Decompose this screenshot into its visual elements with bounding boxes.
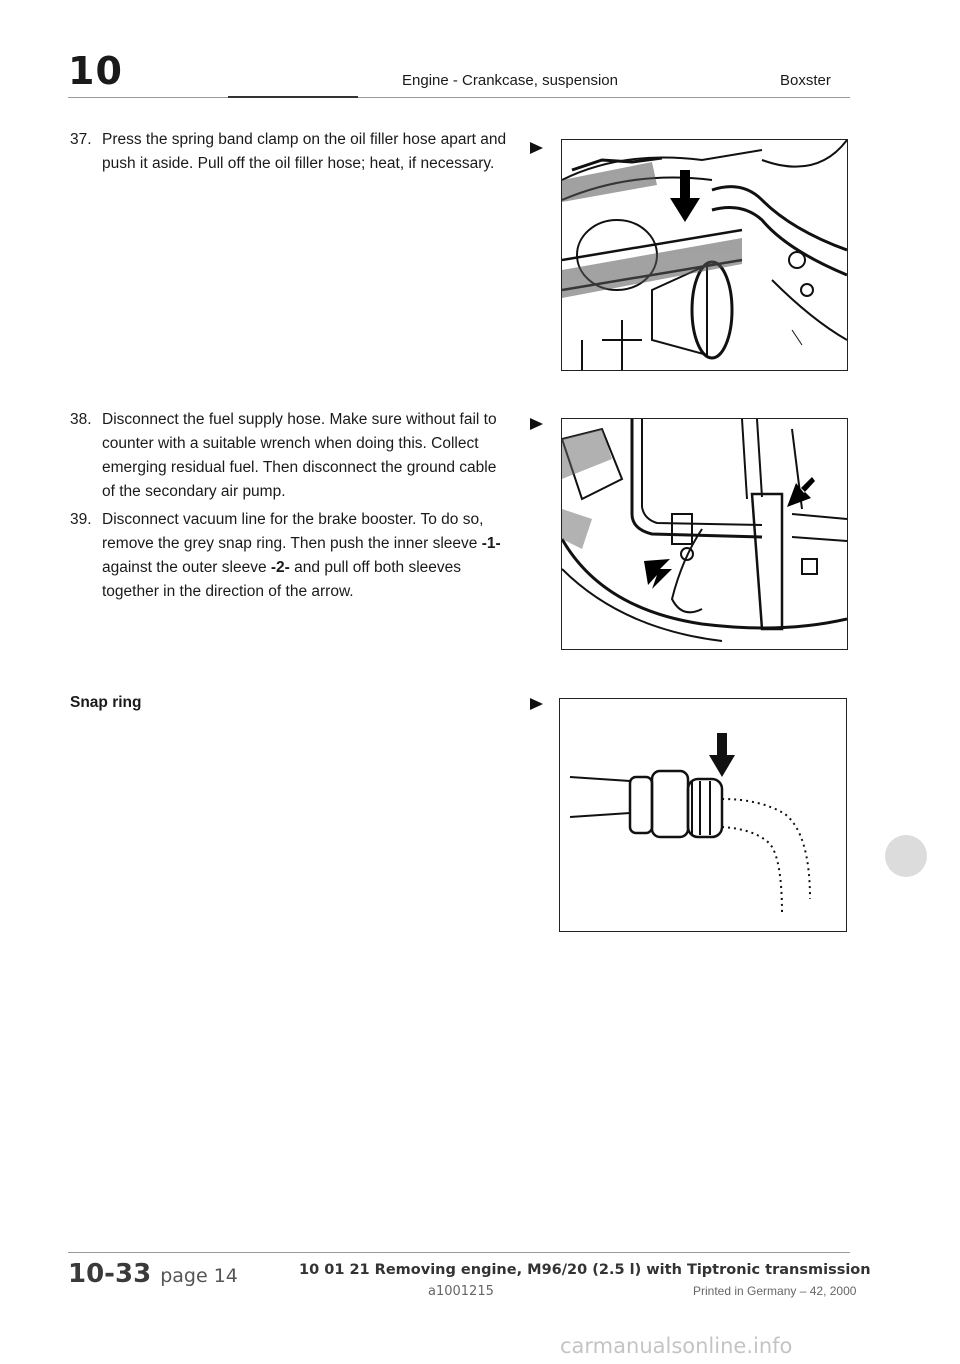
caption-snap-ring: Snap ring [70,694,142,711]
footer-doc-code: a1001215 [428,1284,494,1299]
step-text [102,508,510,604]
oil-filler-hose-illustration [561,139,848,371]
snap-ring-drawing [560,699,846,931]
step-text-part: Disconnect vacuum line for the brake booster. To do so, remove the grey snap ring. Then push the inner sleeve [102,511,484,552]
pointer-triangle-icon [530,142,543,154]
step-text-part: against the outer sleeve [102,559,271,576]
down-arrow-icon [709,733,735,777]
pointer-triangle-icon [530,418,543,430]
footer-printed: Printed in Germany – 42, 2000 [693,1284,857,1298]
arrow-2-icon [644,559,672,589]
page-number: 10-33 [68,1259,152,1289]
outer-sleeve-ref: -2- [270,559,290,576]
header-model: Boxster [780,72,831,89]
step-number: 38. [70,411,92,428]
step-38 [70,408,510,504]
step-number: 39. [70,511,92,528]
step-39 [70,508,510,604]
step-text-part: Disconnect the fuel supply hose. Make sure without fail to counter with a suitable wrench when doing this. Collect emerging residual fuel. Then disconnect the ground cable of the secondary air pump. [102,411,497,500]
step-text-part: and pull off both sleeves together in the direction of the arrow. [102,559,462,600]
snap-ring-illustration [559,698,847,932]
step-number: 37. [70,131,92,148]
page-marker-dot [885,835,927,877]
step-text [102,128,510,176]
pointer-triangle-icon [530,698,543,710]
inner-sleeve-ref: -1- [481,535,501,552]
oil-filler-hose-drawing [562,140,847,370]
watermark: carmanualsonline.info [560,1334,793,1358]
fuel-hose-brake-line-illustration [561,418,848,650]
fuel-hose-drawing [562,419,847,649]
footer-rule [68,1252,850,1253]
step-37 [70,128,510,176]
step-text [102,408,510,504]
header-rule-accent [228,96,358,98]
page-word: page 14 [160,1265,238,1287]
footer-page-number [68,1259,238,1289]
step-text-part: Press the spring band clamp on the oil filler hose apart and push it aside. Pull off the oil filler hose; heat, if necessary. [102,131,507,172]
header-title: Engine - Crankcase, suspension [402,72,618,89]
header-rule [68,97,850,98]
footer-doc-title: 10 01 21 Removing engine, M96/20 (2.5 l) with Tiptronic transmission [299,1262,871,1278]
chapter-number: 10 [68,49,123,93]
